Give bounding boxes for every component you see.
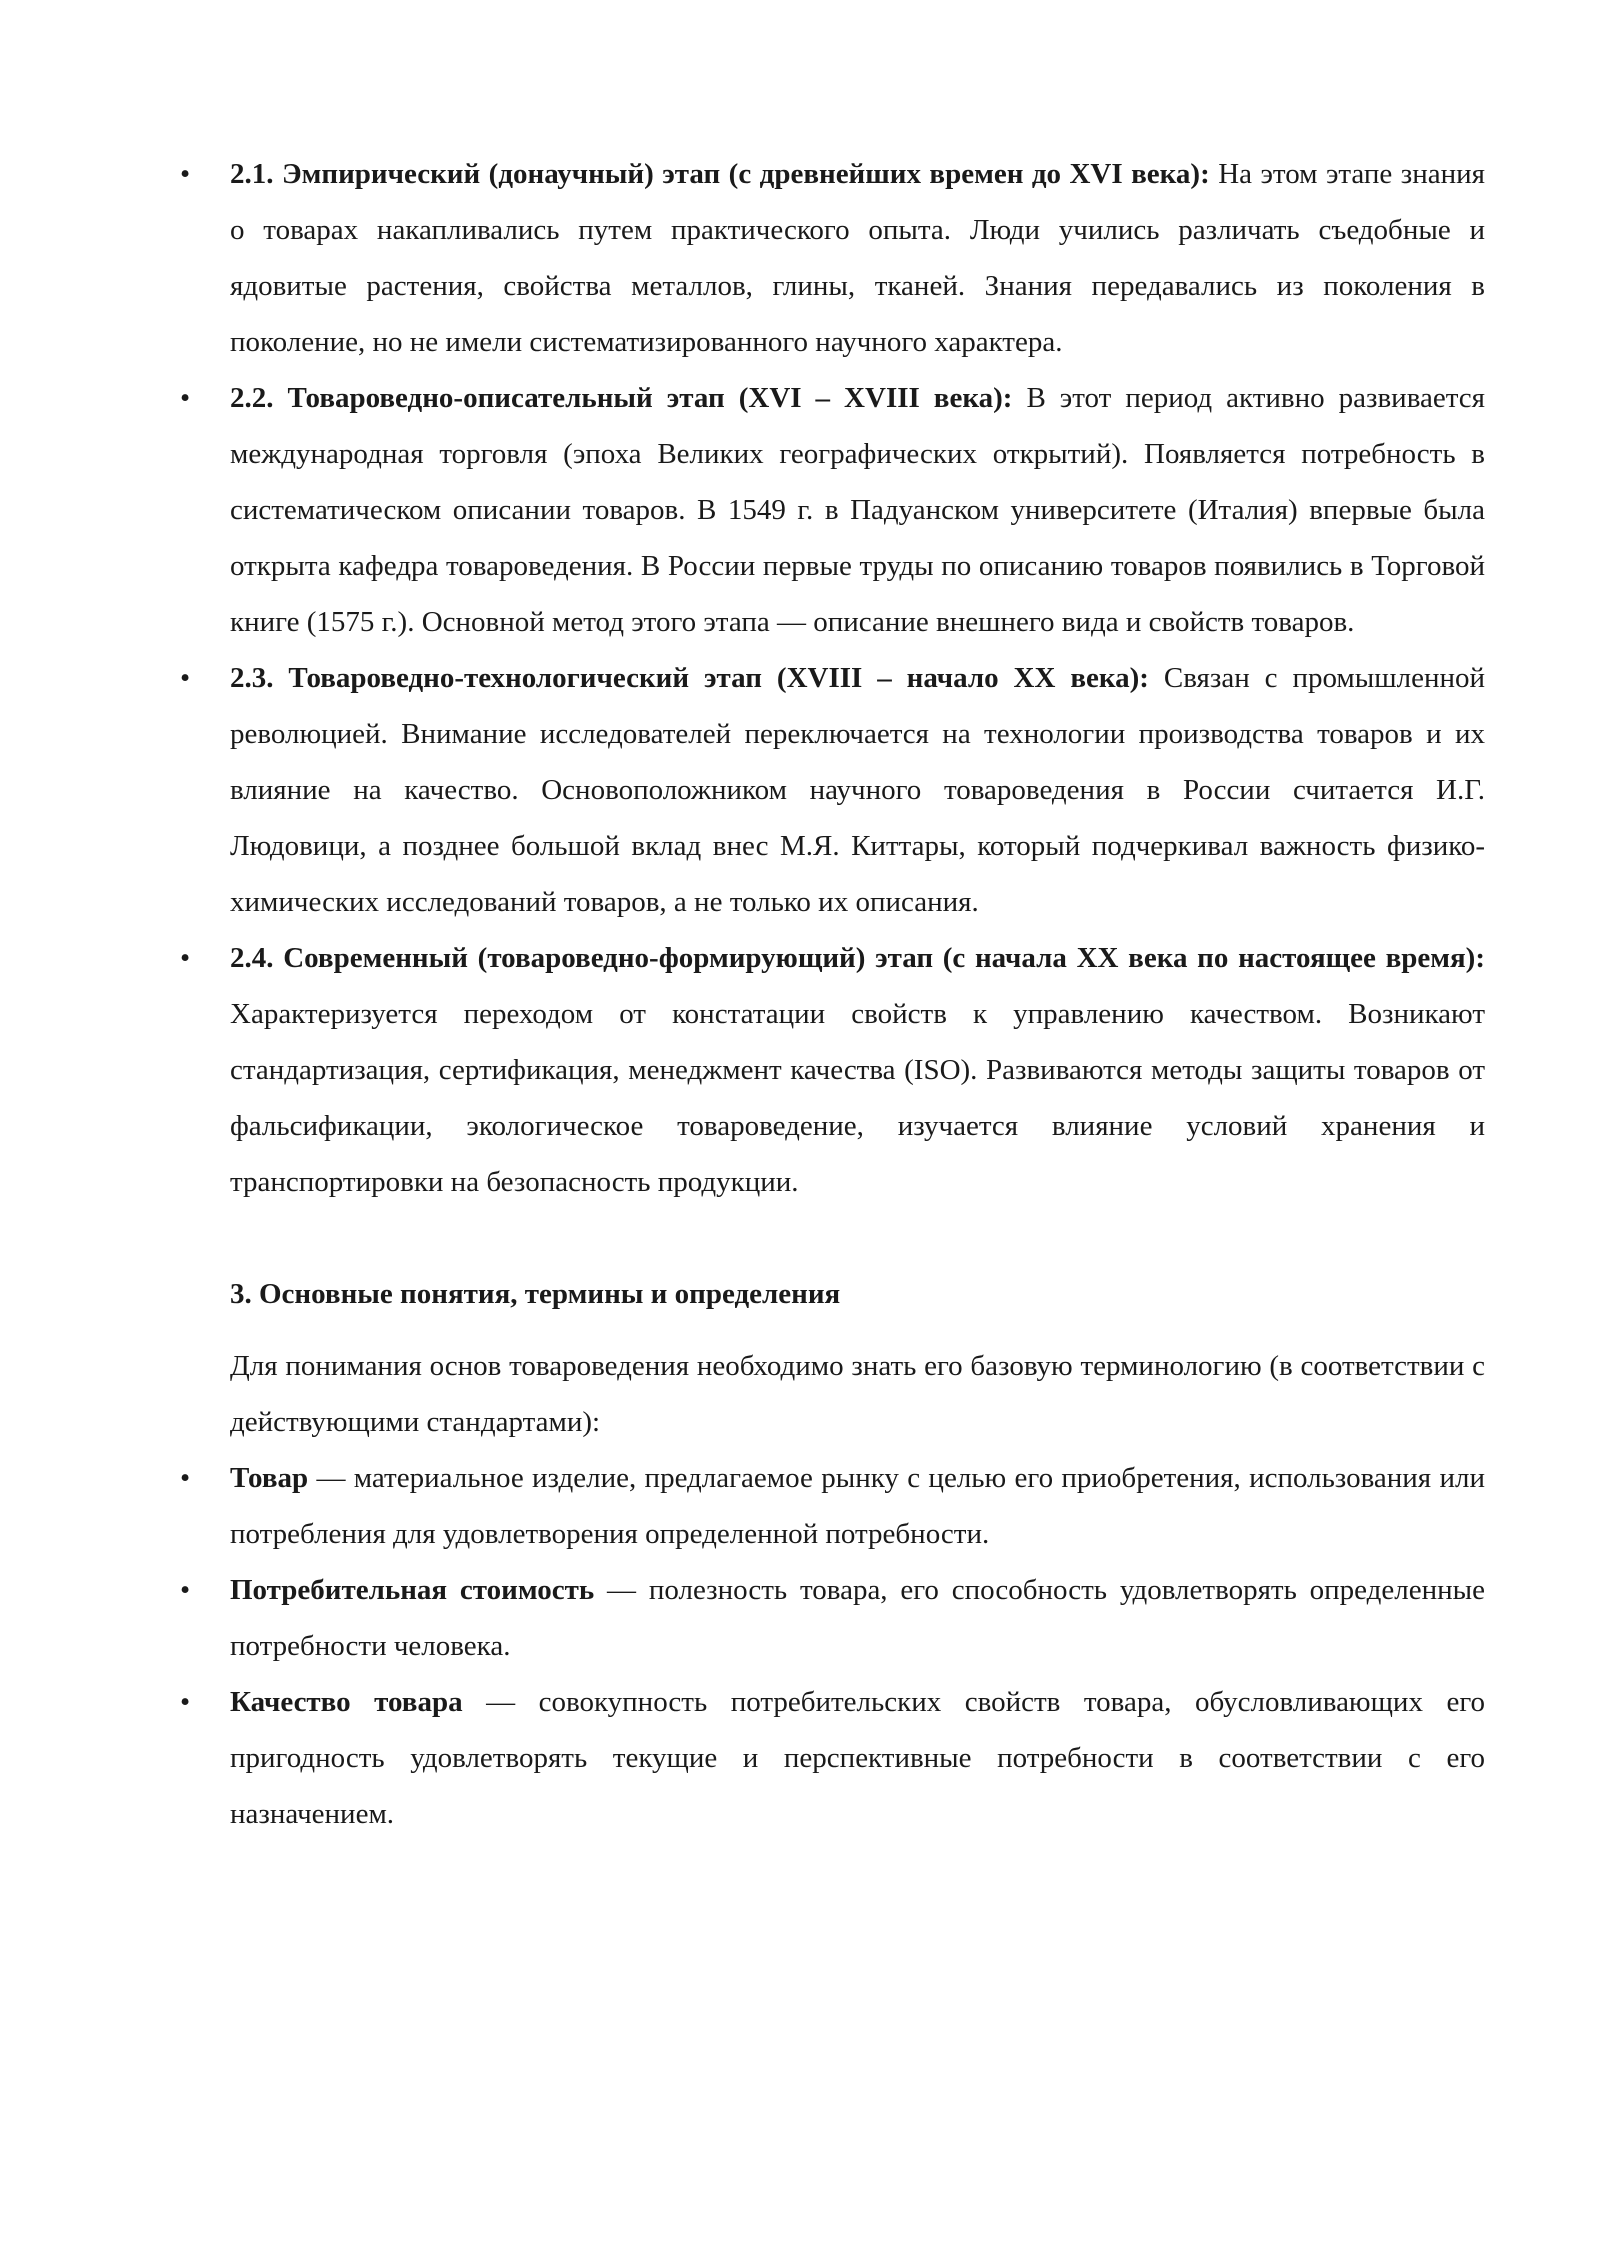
stage-heading: 2.4. Современный (товароведно-формирующий) этап (с начала XX века по настоящее время): (230, 942, 1485, 974)
definition-text: — совокупность потребительских свойств товара, обусловливающих его пригодность удовлетворять текущие и перспективные потребности в соответствии с его назначением. (230, 1686, 1485, 1830)
section-title: 3. Основные понятия, термины и определения (230, 1278, 841, 1310)
stage-text: Характеризуется переходом от констатации свойств к управлению качеством. Возникают стандартизация, сертификация, менеджмент качества (ISO). Развиваются методы защиты товаров от фальсификации, экологическое товароведение, изучается влияние условий хранения и транспортировки на безопасность продукции. (230, 998, 1485, 1198)
bullet-icon: • (180, 662, 191, 694)
bullet-icon: • (180, 1574, 191, 1606)
document-content (180, 146, 1486, 1842)
list-item-definition-quality (180, 1674, 1485, 1842)
stages-list (180, 146, 1486, 1210)
bullet-icon: • (180, 158, 191, 190)
section-intro: Для понимания основ товароведения необходимо знать его базовую терминологию (в соответствии с действующими стандартами): (230, 1350, 1485, 1438)
definition-term: Потребительная стоимость (230, 1574, 595, 1606)
stage-text: На этом этапе знания о товарах накапливались путем практического опыта. Люди учились различать съедобные и ядовитые растения, свойства металлов, глины, тканей. Знания передавались из поколения в поколение, но не имели систематизированного научного характера. (230, 158, 1485, 358)
bullet-icon: • (180, 1462, 191, 1494)
stage-heading: 2.3. Товароведно-технологический этап (XVIII – начало XX века): (230, 662, 1149, 694)
definition-text: — материальное изделие, предлагаемое рынку с целью его приобретения, использования или потребления для удовлетворения определенной потребности. (230, 1462, 1485, 1550)
bullet-icon: • (180, 942, 191, 974)
definition-term: Качество товара (230, 1686, 463, 1718)
list-item-definition-tovar (180, 1450, 1485, 1562)
definition-term: Товар (230, 1462, 309, 1494)
stage-heading: 2.1. Эмпирический (донаучный) этап (с древнейших времен до XVI века): (230, 158, 1210, 190)
stage-heading: 2.2. Товароведно-описательный этап (XVI – XVIII века): (230, 382, 1013, 414)
definitions-list (180, 1450, 1485, 1842)
list-item-stage-2-1 (180, 146, 1485, 370)
list-item-stage-2-2 (180, 370, 1485, 650)
list-item-stage-2-4 (180, 930, 1485, 1210)
stage-text: В этот период активно развивается международная торговля (эпоха Великих географических открытий). Появляется потребность в систематическом описании товаров. В 1549 г. в Падуанском университете (Италия) впервые была открыта кафедра товароведения. В России первые труды по описанию товаров появились в Торговой книге (1575 г.). Основной метод этого этапа — описание внешнего вида и свойств товаров. (230, 382, 1485, 638)
bullet-icon: • (180, 1686, 191, 1718)
stage-text: Связан с промышленной революцией. Внимание исследователей переключается на технологии производства товаров и их влияние на качество. Основоположником научного товароведения в России считается И.Г. Людовици, а позднее большой вклад внес М.Я. Киттары, который подчеркивал важность физико-химических исследований товаров, а не только их описания. (230, 662, 1486, 918)
list-item-definition-use-value (180, 1562, 1485, 1674)
definition-text: — полезность товара, его способность удовлетворять определенные потребности человека. (230, 1574, 1485, 1662)
bullet-icon: • (180, 382, 191, 414)
list-item-stage-2-3 (180, 650, 1486, 930)
